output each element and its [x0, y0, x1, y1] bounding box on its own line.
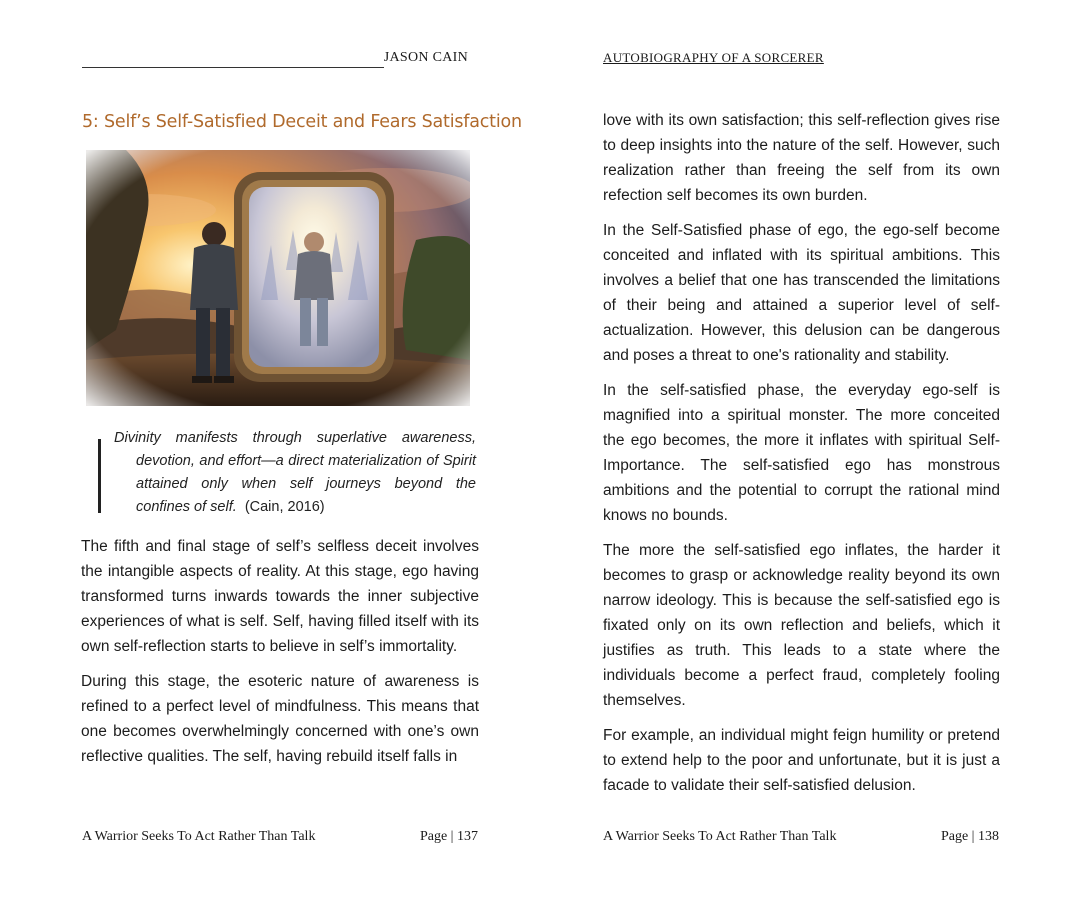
quote-body: Divinity manifests through superlative awareness, devotion, and effort—a direct materialization of Spirit attained only when self journeys beyond the confines of self. [114, 430, 476, 515]
footer-book-title: A Warrior Seeks To Act Rather Than Talk [82, 829, 316, 844]
paragraph: In the Self-Satisfied phase of ego, the ego-self become conceited and inflated with its spiritual ambitions. This involves a belief that one has transcended the limitations of their being and attained a superior level of self-actualization. However, this delusion can be dangerous and poses a threat to one's rationality and stability. [603, 222, 1000, 364]
right-body-text [603, 108, 1000, 808]
quote-bar [98, 439, 101, 513]
left-body-text [81, 534, 479, 779]
chapter-title: 5: Self’s Self-Satisfied Deceit and Fears Satisfaction [82, 112, 522, 132]
footer-book-title: A Warrior Seeks To Act Rather Than Talk [603, 829, 837, 844]
page-number: Page | 137 [419, 829, 478, 844]
paragraph: The fifth and final stage of self’s selfless deceit involves the intangible aspects of reality. At this stage, ego having transformed turns inwards towards the inner subjective experiences of what is self. Self, having filled itself with its own self-reflection starts to believe in self’s immortality. [81, 538, 479, 655]
page-number: Page | 138 [940, 829, 999, 844]
mirror-illustration [86, 150, 470, 406]
running-head-book-title: AUTOBIOGRAPHY OF A SORCERER [603, 50, 824, 65]
right-page [540, 0, 1080, 900]
quote-citation: (Cain, 2016) [244, 499, 325, 515]
author-name: JASON CAIN [383, 50, 468, 65]
paragraph: During this stage, the esoteric nature of awareness is refined to a perfect level of mindfulness. This means that one becomes overwhelmingly concerned with one’s own reflective qualities. The self, having rebuild itself falls in [81, 673, 479, 765]
paragraph: love with its own satisfaction; this self-reflection gives rise to deep insights into the nature of the self. However, such realization rather than freeing the self from its own refection self becomes its own burden. [603, 112, 1000, 204]
quote-text [114, 427, 476, 519]
running-head-author [82, 50, 468, 69]
paragraph: The more the self-satisfied ego inflates, the harder it becomes to grasp or acknowledge reality beyond its own narrow ideology. This is because the self-satisfied ego is fixated only on its own reflection and beliefs, which it justifies as truth. This leads to a state where the individuals become a perfect fraud, completely fooling themselves. [603, 542, 1000, 709]
paragraph: In the self-satisfied phase, the everyday ego-self is magnified into a spiritual monster. The more conceited the ego becomes, the more it inflates with spiritual Self-Importance. The self-satisfied ego has monstrous ambitions and the potential to corrupt the rational mind knows no bounds. [603, 382, 1000, 524]
paragraph: For example, an individual might feign humility or pretend to extend help to the poor and unfortunate, but it is just a facade to validate their self-satisfied delusion. [603, 727, 1000, 794]
header-rule [82, 67, 384, 68]
epigraph-quote [98, 427, 476, 519]
